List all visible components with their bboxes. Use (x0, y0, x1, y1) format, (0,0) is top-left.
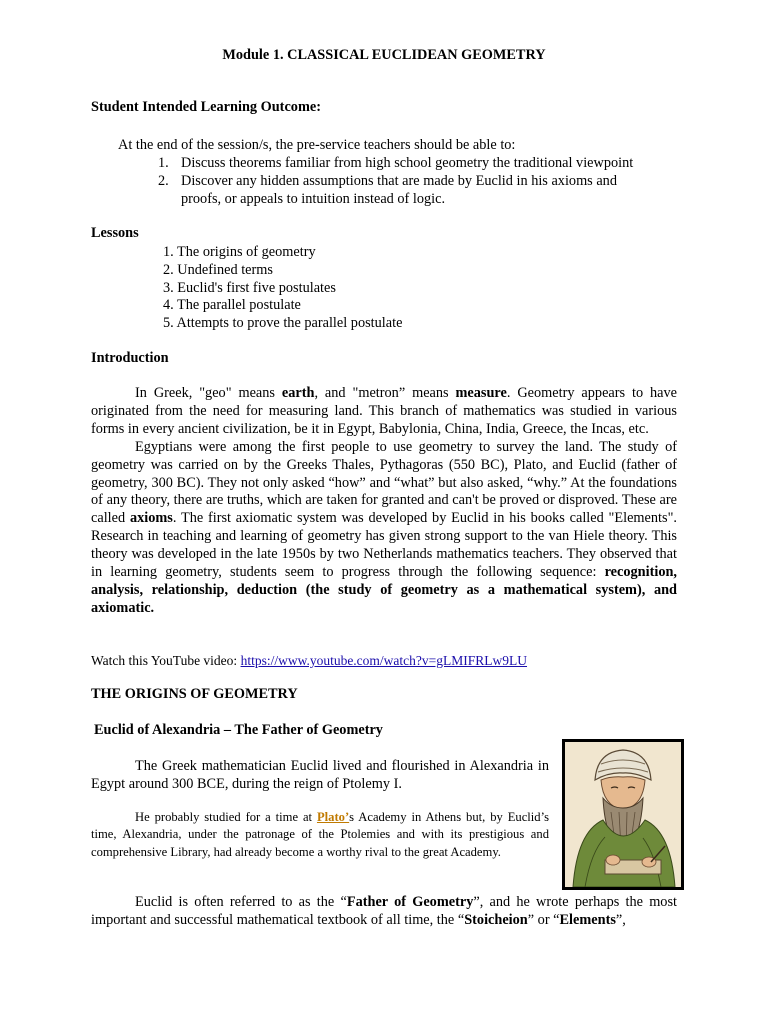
youtube-line (91, 653, 527, 669)
silo-heading: Student Intended Learning Outcome: (91, 99, 321, 115)
silo-intro: At the end of the session/s, the pre-service teachers should be able to: (118, 137, 516, 153)
lesson-item: 2. Undefined terms (163, 262, 273, 278)
euclid-paragraph-2: He probably studied for a time at Plato’s Academy in Athens but, by Euclid’s time, Alexandria, under the patronage of the Ptolemies and with its prestigious and comprehensive Library, had already become a worthy rival to the great Academy. (91, 810, 549, 859)
youtube-link[interactable]: https://www.youtube.com/watch?v=gLMIFRLw9LU (240, 653, 528, 668)
lesson-item: 3. Euclid's first five postulates (163, 280, 336, 296)
lesson-item: 4. The parallel postulate (163, 297, 301, 313)
introduction-paragraph-1: In Greek, "geo" means earth, and "metron” means measure. Geometry appears to have originated from the need for measuring land. This branch of mathematics was studied in various forms in every ancient civilization, be it in Egypt, Babylonia, China, India, Greece, the Incas, etc. (91, 385, 678, 437)
euclid-subheading: Euclid of Alexandria – The Father of Geometry (94, 722, 383, 738)
introduction-heading: Introduction (91, 350, 169, 366)
euclid-paragraph-3: Euclid is often referred to as the “Father of Geometry”, and he wrote perhaps the most important and successful mathematical textbook of all time, the “Stoicheion” or “Elements”, (91, 894, 677, 928)
page-title: Module 1. CLASSICAL EUCLIDEAN GEOMETRY (222, 47, 546, 63)
lesson-item: 5. Attempts to prove the parallel postulate (163, 315, 403, 331)
euclid-portrait (562, 739, 684, 890)
euclid-portrait-drawing (565, 742, 681, 887)
introduction-body (91, 385, 677, 618)
origins-heading: THE ORIGINS OF GEOMETRY (91, 686, 298, 702)
lessons-heading: Lessons (91, 225, 139, 241)
plato-link[interactable]: Plato’ (316, 810, 350, 824)
introduction-paragraph-2: Egyptians were among the first people to use geometry to survey the land. The study of geometry was carried on by the Greeks Thales, Pythagoras (550 BC), Plato, and Euclid (father of geometry, 300 BC). They not only asked “how” and “what” but also asked, “why.” At the foundations of any theory, there are truths, which are taken for granted and can't be proved or disproved. These are called axioms. The first axiomatic system was developed by Euclid in his books called "Elements". Research in teaching and learning of geometry has given strong support to the van Hiele theory. This theory was developed in the late 1950s by two Netherlands mathematics teachers. They observed that in learning geometry, students seem to progress through the following sequence: recognition, analysis, relationship, deduction (the study of geometry as a mathematical system), and axiomatic. (91, 438, 677, 616)
list-text: Discuss theorems familiar from high school geometry the traditional viewpoint (181, 155, 634, 171)
euclid-paragraph-1: The Greek mathematician Euclid lived and flourished in Alexandria in Egypt around 300 BCE, during the reign of Ptolemy I. (91, 758, 549, 792)
lesson-item: 1. The origins of geometry (163, 244, 316, 260)
list-number: 2. (158, 173, 169, 189)
youtube-label: Watch this YouTube video: (91, 653, 241, 668)
list-text: Discover any hidden assumptions that are made by Euclid in his axioms and proofs, or appeals to intuition instead of logic. (181, 173, 617, 207)
list-number: 1. (158, 155, 169, 171)
